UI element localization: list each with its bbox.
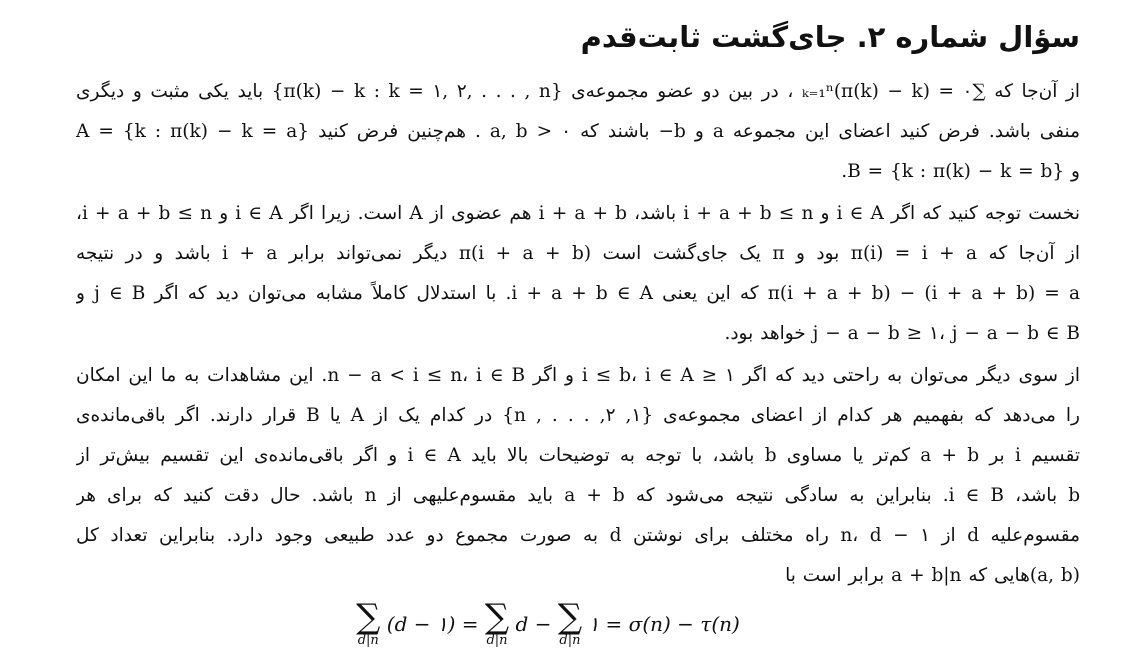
equation-term: ۱ = σ(n) − τ(n) <box>588 612 740 636</box>
paragraph-1 <box>76 72 1080 192</box>
paragraph-line: b باشد، i ∈ B. بنابراین به سادگی نتیجه می‌شود که a + b باید مقسوم‌علیهی از n باشد. حال دقت کنید که برای هر <box>76 485 1080 506</box>
paragraph-3 <box>76 356 1080 596</box>
paragraph-line: از آن‌جا که ∑ₖ₌₁ⁿ(π(k) − k) = ۰ ، در بین دو عضو مجموعه‌ی {π(k) − k : k = ۱, ۲, . . . , n} باید یکی مثبت و دیگری <box>76 81 1080 102</box>
paragraph-line: را می‌دهد که بفهمیم هر کدام از اعضای مجموعه‌ی {۱, ۲, . . . , n} در کدام یک از A یا B قرار دارند. اگر باقی‌مانده‌ی <box>76 405 1080 426</box>
paragraph-line: منفی باشد. فرض کنید اعضای این مجموعه a و b− باشند که a, b > ۰ . هم‌چنین فرض کنید A = {k : π(k) − k = a} <box>76 121 1080 142</box>
summation-subscript: d|n <box>559 633 581 648</box>
paragraph-line: (a, b)هایی که a + b|n برابر است با <box>785 565 1080 586</box>
paragraph-line: و B = {k : π(k) − k = b}. <box>841 161 1080 182</box>
summation-subscript: d|n <box>486 633 508 648</box>
equation-term: d − <box>515 612 552 636</box>
problem-heading: سؤال شماره ۲. جای‌گشت ثابت‌قدم <box>580 20 1080 54</box>
summation-symbol: ∑ d|n <box>484 597 510 648</box>
summation-symbol: ∑ d|n <box>557 597 583 648</box>
summation-symbol: ∑ d|n <box>356 597 381 648</box>
paragraph-line: نخست توجه کنید که اگر i ∈ A و i + a + b ≤ n باشد، i + a + b هم عضوی از A است. زیرا اگر i ∈ A و i + a + b ≤ n، <box>76 203 1080 224</box>
display-equation <box>76 597 1080 660</box>
paragraph-line: مقسوم‌علیه d از n، d − ۱ راه مختلف برای نوشتن d به صورت مجموع دو عدد طبیعی وجود دارد. بنابراین تعداد کل <box>76 525 1080 546</box>
paragraph-line: از آن‌جا که π(i) = i + a بود و π یک جای‌گشت است π(i + a + b) دیگر نمی‌تواند برابر i + a باشد و در نتیجه <box>76 243 1080 264</box>
paragraph-line: π(i + a + b) − (i + a + b) = a که این یعنی i + a + b ∈ A. با استدلال کاملاً مشابه می‌توان دید که اگر j ∈ B و <box>76 283 1080 304</box>
paragraph-line: j − a − b ≥ ۱، j − a − b ∈ B خواهد بود. <box>724 323 1080 344</box>
equation-term: (d − ۱) = <box>386 612 479 636</box>
paragraph-line: از سوی دیگر می‌توان به راحتی دید که اگر ۱ ≤ i ≤ b، i ∈ A و اگر n − a < i ≤ n، i ∈ B. این مشاهدات به ما این امکان <box>76 365 1080 386</box>
summation-subscript: d|n <box>357 633 379 648</box>
paragraph-line: تقسیم i بر a + b کم‌تر یا مساوی b باشد، با توجه به توضیحات بالا باید i ∈ A و اگر باقی‌مانده‌ی این تقسیم بیش‌تر از <box>76 445 1080 466</box>
paragraph-2 <box>76 194 1080 354</box>
